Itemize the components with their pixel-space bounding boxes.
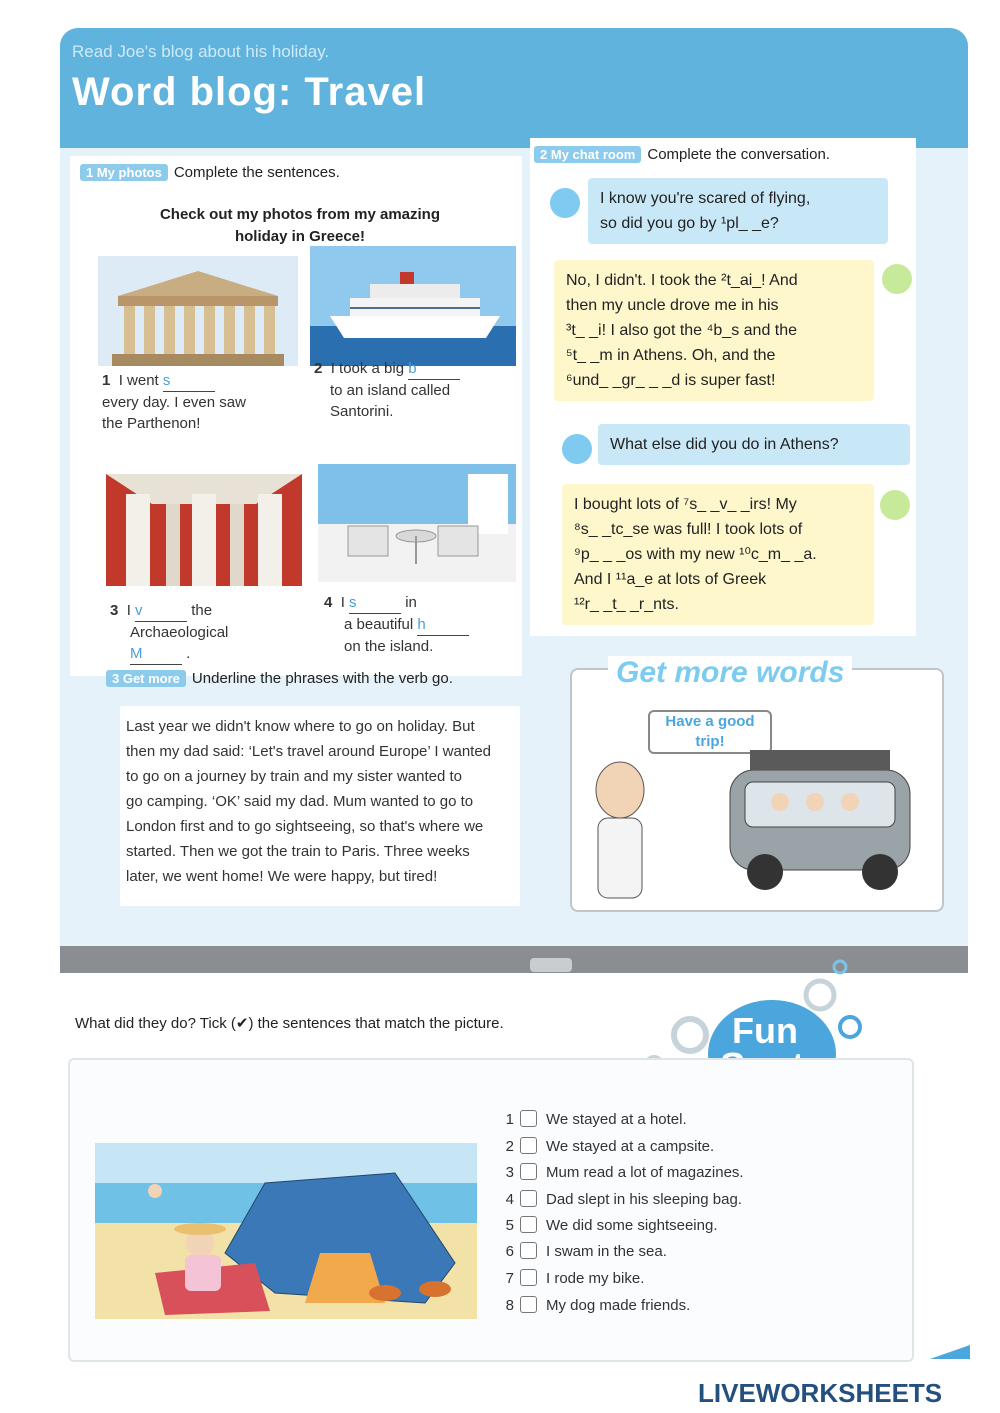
- message-line: ⁶und_ _gr_ _ _d is super fast!: [566, 372, 776, 389]
- chat-message-1: [588, 178, 888, 244]
- checklist-item: [500, 1163, 744, 1185]
- caption-number: 2: [314, 360, 323, 377]
- message-line: ³t_ _i! I also got the ⁴b_s and the: [566, 322, 798, 339]
- item-text: I swam in the sea.: [546, 1243, 667, 1260]
- checklist-item: [500, 1296, 690, 1318]
- heading-line-2: holiday in Greece!: [234, 228, 366, 245]
- tick-checkbox[interactable]: [520, 1137, 537, 1154]
- avatar-joe: [882, 264, 912, 294]
- caption-text: the Parthenon!: [102, 415, 201, 432]
- caption-number: 4: [324, 594, 333, 611]
- speech-line: trip!: [695, 733, 725, 750]
- answer-blank[interactable]: s: [163, 370, 215, 392]
- item-text: We did some sightseeing.: [546, 1217, 718, 1234]
- item-text: Dad slept in his sleeping bag.: [546, 1191, 742, 1208]
- checklist-item: [500, 1110, 687, 1132]
- caption-number: 3: [110, 602, 119, 619]
- story-line[interactable]: London first and to go sightseeing, so that's where we: [126, 818, 484, 835]
- tick-checkbox[interactable]: [520, 1190, 537, 1207]
- message-line: I bought lots of ⁷s_ _v_ _irs! My: [574, 496, 797, 513]
- item-text: We stayed at a campsite.: [546, 1138, 715, 1155]
- story-line[interactable]: later, we went home! We were happy, but tired!: [126, 868, 438, 885]
- corner-accent: [930, 1345, 970, 1359]
- item-text: My dog made friends.: [546, 1297, 691, 1314]
- caption-text: to an island called: [330, 382, 451, 399]
- tick-checkbox[interactable]: [520, 1216, 537, 1233]
- item-number: 5: [505, 1217, 514, 1234]
- logo-line: Fun: [732, 1010, 798, 1051]
- ship-photo: [310, 246, 516, 366]
- section3-panel: [100, 658, 544, 908]
- section1-header: [80, 164, 340, 181]
- tick-checkbox[interactable]: [520, 1110, 537, 1127]
- camping-picture: [95, 1143, 477, 1319]
- tick-checkbox[interactable]: [520, 1296, 537, 1313]
- chat-message-3: [598, 424, 910, 465]
- item-number: 1: [505, 1111, 514, 1128]
- caption-3: 3 I v the Archaeological M .: [110, 600, 310, 665]
- tablet-header: [60, 28, 968, 148]
- caption-text: I: [340, 594, 345, 611]
- answer-blank[interactable]: M: [130, 643, 182, 665]
- message-line: so did you go by ¹pl_ _e?: [600, 215, 779, 232]
- story-line[interactable]: go camping. ‘OK’ said my dad. Mum wanted to go to: [126, 793, 474, 810]
- liveworksheets-logo[interactable]: LIVEWORKSHEETS: [698, 1378, 943, 1408]
- get-more-words-panel: [570, 656, 944, 912]
- section3-header: [106, 670, 453, 687]
- speech-line: Have a good: [665, 713, 755, 730]
- caption-text: Santorini.: [330, 403, 394, 420]
- story-line[interactable]: Last year we didn't know where to go on holiday. But: [126, 718, 475, 735]
- item-number: 7: [505, 1270, 514, 1287]
- tablet-frame: [60, 28, 968, 973]
- caption-text: the: [191, 602, 213, 619]
- item-number: 6: [505, 1243, 514, 1260]
- answer-blank[interactable]: v: [135, 600, 187, 622]
- caption-text: Archaeological: [130, 624, 229, 641]
- caption-1: [102, 370, 302, 434]
- caption-text: I went: [118, 372, 159, 389]
- item-number: 4: [505, 1191, 514, 1208]
- section3-instruction: Underline the phrases with the verb go.: [191, 670, 453, 687]
- message-line: ¹²r_ _t_ _r_nts.: [574, 596, 679, 613]
- item-number: 8: [505, 1297, 514, 1314]
- story-line[interactable]: then my dad said: ‘Let's travel around Europe’ I wanted: [126, 743, 492, 760]
- avatar-user: [562, 434, 592, 464]
- caption-2: [314, 358, 514, 422]
- tick-checkbox[interactable]: [520, 1242, 537, 1259]
- section2-header: [534, 146, 830, 163]
- heading-line-1: Check out my photos from my amazing: [159, 206, 441, 223]
- caption-text: I: [126, 602, 131, 619]
- section1-tag: 1 My photos: [80, 164, 168, 181]
- item-text: I rode my bike.: [546, 1270, 645, 1287]
- home-button[interactable]: [530, 958, 572, 972]
- answer-blank[interactable]: s: [349, 592, 401, 614]
- story-text: [120, 706, 520, 906]
- chat-message-2: [554, 260, 874, 401]
- checklist-item: [500, 1216, 717, 1238]
- section3-tag: 3 Get more: [106, 670, 186, 687]
- terrace-photo: [318, 464, 516, 582]
- caption-text: a beautiful: [344, 616, 414, 633]
- section2-panel: [530, 138, 916, 636]
- avatar-user: [550, 188, 580, 218]
- get-more-words-title: Get more words: [608, 656, 852, 690]
- item-number: 3: [505, 1164, 514, 1181]
- message-line: ⁸s_ _tc_se was full! I took lots of: [574, 521, 803, 538]
- answer-blank[interactable]: h: [417, 614, 469, 636]
- message-line: I know you're scared of flying,: [600, 190, 811, 207]
- section1-instruction: Complete the sentences.: [173, 164, 340, 181]
- caption-text: every day. I even saw: [102, 394, 246, 411]
- chat-message-4: [562, 484, 874, 625]
- section1-panel: [70, 156, 522, 676]
- caption-4: [324, 592, 524, 657]
- answer-blank[interactable]: b: [408, 358, 460, 380]
- message-line: And I ¹¹a_e at lots of Greek: [574, 571, 767, 588]
- message-line: then my uncle drove me in his: [566, 297, 779, 314]
- section1-heading: [120, 204, 480, 248]
- tick-checkbox[interactable]: [520, 1163, 537, 1180]
- checklist-item: [500, 1137, 714, 1159]
- section2-instruction: Complete the conversation.: [647, 146, 830, 163]
- checklist-item: [500, 1269, 644, 1291]
- message-line: ⁵t_ _m in Athens. Oh, and the: [566, 347, 776, 364]
- checklist-item: [500, 1190, 742, 1212]
- parthenon-photo: [98, 256, 298, 366]
- section2-tag: 2 My chat room: [534, 146, 641, 163]
- intro-text: Read Joe's blog about his holiday.: [72, 42, 330, 61]
- page-title: Word blog: Travel: [72, 70, 427, 114]
- caption-text: I took a big: [330, 360, 405, 377]
- item-text: Mum read a lot of magazines.: [546, 1164, 744, 1181]
- caption-text: on the island.: [344, 638, 434, 655]
- message-line: ⁹p_ _ _os with my new ¹⁰c_m_ _a.: [574, 546, 817, 563]
- tick-checkbox[interactable]: [520, 1269, 537, 1286]
- checklist-item: [500, 1242, 667, 1264]
- car-cartoon: [580, 730, 930, 900]
- avatar-joe: [880, 490, 910, 520]
- caption-number: 1: [102, 372, 111, 389]
- columns-photo: [106, 474, 302, 586]
- item-text: We stayed at a hotel.: [546, 1111, 687, 1128]
- funspot-instruction: What did they do? Tick (✔) the sentences that match the picture.: [75, 1015, 504, 1032]
- message-line: What else did you do in Athens?: [610, 436, 839, 453]
- story-line[interactable]: to go on a journey by train and my sister wanted to: [126, 768, 463, 785]
- caption-text: in: [405, 594, 417, 611]
- item-number: 2: [505, 1138, 514, 1155]
- message-line: No, I didn't. I took the ²t_ai_! And: [566, 272, 798, 289]
- story-line[interactable]: started. Then we got the train to Paris. Three weeks: [126, 843, 470, 860]
